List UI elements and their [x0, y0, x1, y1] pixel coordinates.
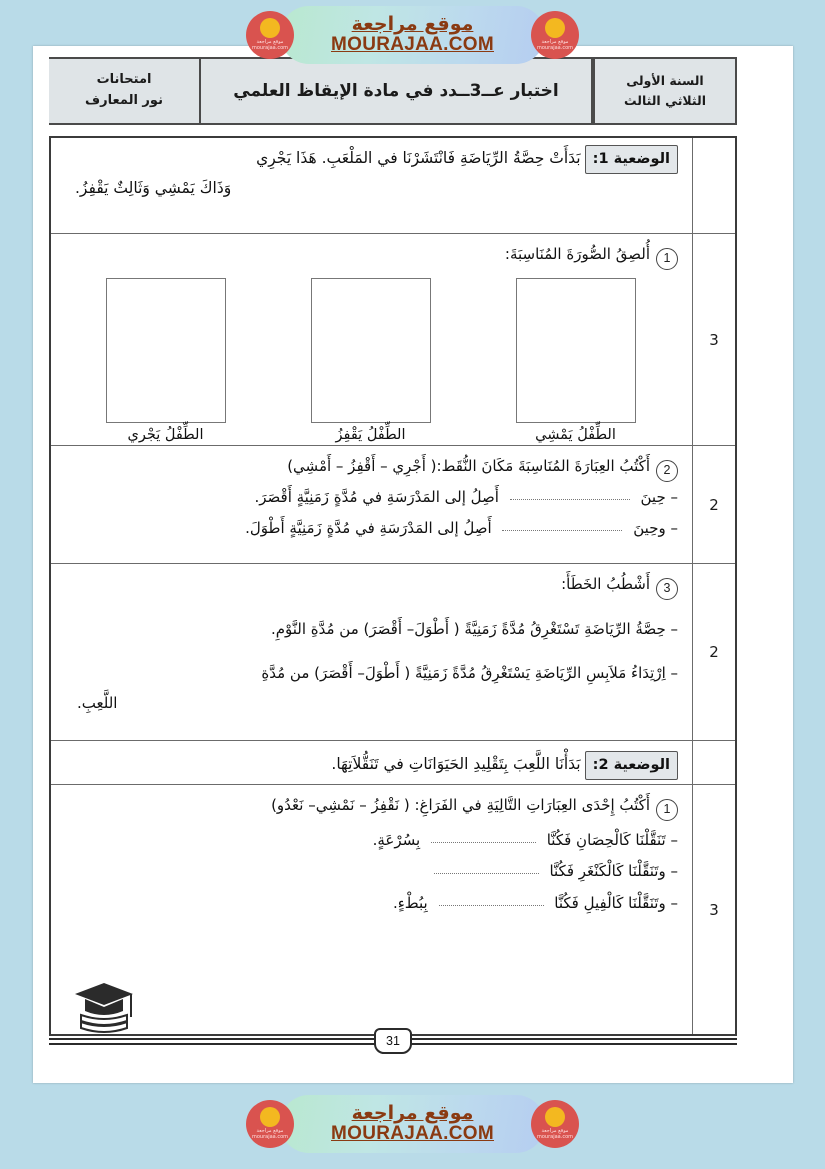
question-4-number: 1	[656, 799, 678, 821]
watermark-logo-icon	[260, 18, 280, 38]
answer-blank[interactable]	[434, 861, 539, 874]
picture-caption: الطِّفْلُ يَقْفِزُ	[335, 426, 406, 443]
watermark-badge-sub-right: موقع مراجعة mourajaa.com	[252, 39, 289, 51]
picture-answer-row	[63, 278, 678, 443]
mark-question-4: 3	[709, 900, 719, 919]
watermark-line2-top: MOURAJAA.COM	[331, 34, 494, 55]
picture-slot-1	[106, 278, 226, 443]
question-4-answer-line-3	[63, 888, 678, 920]
exam-header-band	[49, 57, 737, 125]
marks-column	[692, 138, 735, 1034]
page-footer-rule	[49, 1034, 737, 1048]
question-2-answer-line-1	[63, 482, 678, 514]
question-3-block	[51, 564, 692, 741]
situation-1-tag: الوضعية 1:	[585, 145, 678, 174]
worksheet-page	[33, 46, 793, 1083]
question-2-prompt: أَكْتُبُ العِبَارَةَ المُنَاسِبَةَ مَكَانَ النُّقَط:( أَجْرِي – أَقْفِزُ – أَمْشِي)	[287, 457, 650, 475]
question-2-answer-line-2	[63, 513, 678, 545]
q4-line3-before: – وتَنَقَّلْنَا كَالْفِيلِ فَكُنَّا	[554, 893, 678, 912]
question-1-number: 1	[656, 248, 678, 270]
q2-line2-after: أَصِلُ إلى المَدْرَسَةِ في مُدَّةٍ زَمَنِيَّةٍ أَطْوَلَ.	[245, 519, 492, 538]
answer-blank[interactable]	[510, 487, 630, 500]
question-1-prompt: أُلصِقُ الصُّورَةَ المُنَاسِبَةَ:	[504, 245, 650, 263]
situation-2-block	[51, 741, 692, 785]
watermark-logo-icon	[545, 18, 565, 38]
situation-1-block	[51, 138, 692, 234]
question-1-block	[51, 234, 692, 446]
graduation-cap-icon	[73, 977, 135, 1039]
situation-2-text: بَدَأْنَا اللَّعِبَ بِتَقْلِيدِ الحَيَوَانَاتِ في تَنَقُّلاَتِهَا.	[331, 755, 581, 773]
question-2-number: 2	[656, 460, 678, 482]
question-4-answer-line-1	[63, 825, 678, 857]
situation-1-line1: بَدَأَتْ حِصَّةُ الرِّيَاضَةِ فَانْتَشَرْنَا في المَلْعَبِ. هَذَا يَجْرِي	[256, 149, 581, 167]
watermark-line2-bottom: MOURAJAA.COM	[331, 1123, 494, 1144]
q2-line1-before: – حِينَ	[640, 487, 678, 506]
mark-situation-2	[693, 741, 735, 785]
picture-caption: الطِّفْلُ يَجْري	[127, 426, 204, 443]
picture-caption: الطِّفْلُ يَمْشِي	[535, 426, 616, 443]
question-2-block	[51, 446, 692, 564]
watermark-pill-bottom	[280, 1095, 545, 1153]
page-number-badge: 31	[374, 1028, 412, 1054]
question-3-statement-2-line1[interactable]: – اِرْتِدَاءُ مَلاَبِسِ الرِّيَاضَةِ يَسْتَغْرِقُ مُدَّةً زَمَنِيَّةً ( أَطْوَلَ– أَقْصَرَ) من مُدَّةِ	[261, 663, 678, 682]
watermark-banner-top	[0, 4, 825, 66]
watermark-badge-sub-left: موقع مراجعة mourajaa.com	[537, 39, 574, 51]
watermark-badge-sub-right: موقع مراجعة mourajaa.com	[252, 1128, 289, 1140]
answer-blank[interactable]	[502, 518, 622, 531]
question-2-prompt-row	[63, 452, 678, 482]
watermark-badge-right	[246, 1100, 294, 1148]
watermark-line1-bottom: موقع مراجعة	[351, 1102, 474, 1125]
picture-dropzone[interactable]	[516, 278, 636, 423]
answer-blank[interactable]	[439, 893, 544, 906]
q4-line1-before: – تَنَقَّلْنَا كَالْحِصَانِ فَكُنَّا	[546, 830, 678, 849]
question-3-prompt-row	[63, 570, 678, 600]
exam-frame	[49, 136, 737, 1036]
watermark-badge-sub-left: موقع مراجعة mourajaa.com	[537, 1128, 574, 1140]
question-3-prompt: أَشْطُبُ الخَطَأَ:	[561, 575, 650, 593]
situation-1-line2: وَذَاكَ يَمْشِي وَثَالِثٌ يَقْفِزُ.	[75, 178, 232, 197]
publisher-line2: نور المعارف	[85, 93, 163, 108]
header-cell-title	[201, 57, 593, 125]
mark-question-3: 2	[693, 564, 735, 741]
level-line1: السنة الأولى	[626, 73, 704, 88]
question-3-statement-1[interactable]: – حِصَّةُ الرِّيَاضَةِ تَسْتَغْرِقُ مُدَّةً زَمَنِيَّةً ( أَطْوَلَ– أَقْصَرَ) من مُدَّةِ النَّوْمِ.	[270, 619, 678, 638]
picture-slot-3	[516, 278, 636, 443]
question-3-number: 3	[656, 578, 678, 600]
exam-content-column	[51, 138, 692, 1034]
question-1-prompt-row	[63, 240, 678, 270]
header-cell-publisher	[49, 57, 201, 125]
question-4-answer-line-2	[63, 856, 678, 888]
question-4-prompt-row	[63, 791, 678, 821]
q2-line1-after: أَصِلُ إلى المَدْرَسَةِ في مُدَّةٍ زَمَنِيَّةٍ أَقْصَرَ.	[254, 487, 499, 506]
situation-2-tag: الوضعية 2:	[585, 751, 678, 780]
picture-dropzone[interactable]	[106, 278, 226, 423]
q4-line2-before: – وتَنَقَّلْنَا كَالْكَنْغَرِ فَكُنَّا	[549, 862, 678, 881]
question-4-prompt: أَكْتُبُ إِحْدَى العِبَارَاتِ التَّالِيَةِ في الفَرَاغِ: ( نَقْفِزُ – نَمْشِي– نَعْدُو)	[271, 796, 650, 814]
q2-line2-before: – وحِينَ	[633, 519, 678, 538]
picture-slot-2	[311, 278, 431, 443]
mark-situation-1	[693, 138, 735, 234]
question-4-block	[51, 785, 692, 925]
watermark-line1-top: موقع مراجعة	[351, 13, 474, 36]
watermark-banner-bottom	[0, 1093, 825, 1155]
level-line2: الثلاثي الثالث	[624, 93, 706, 108]
watermark-badge-left	[531, 1100, 579, 1148]
mark-question-1: 3	[693, 234, 735, 446]
watermark-badge-left	[531, 11, 579, 59]
watermark-badge-right	[246, 11, 294, 59]
answer-blank[interactable]	[431, 830, 536, 843]
picture-dropzone[interactable]	[311, 278, 431, 423]
mark-question-2: 2	[693, 446, 735, 564]
watermark-logo-icon	[545, 1107, 565, 1127]
watermark-pill-top	[280, 6, 545, 64]
question-3-statement-2-line2: اللَّعِبِ.	[77, 693, 118, 712]
exam-title: اختبار عــ3ــدد في مادة الإيقاظ العلمي	[233, 81, 559, 101]
q4-line3-after: بِبُطْءٍ.	[392, 893, 428, 912]
q4-line1-after: بِسُرْعَةٍ.	[372, 830, 421, 849]
watermark-logo-icon	[260, 1107, 280, 1127]
header-cell-level	[593, 57, 737, 125]
publisher-line1: امتحانات	[96, 72, 152, 88]
